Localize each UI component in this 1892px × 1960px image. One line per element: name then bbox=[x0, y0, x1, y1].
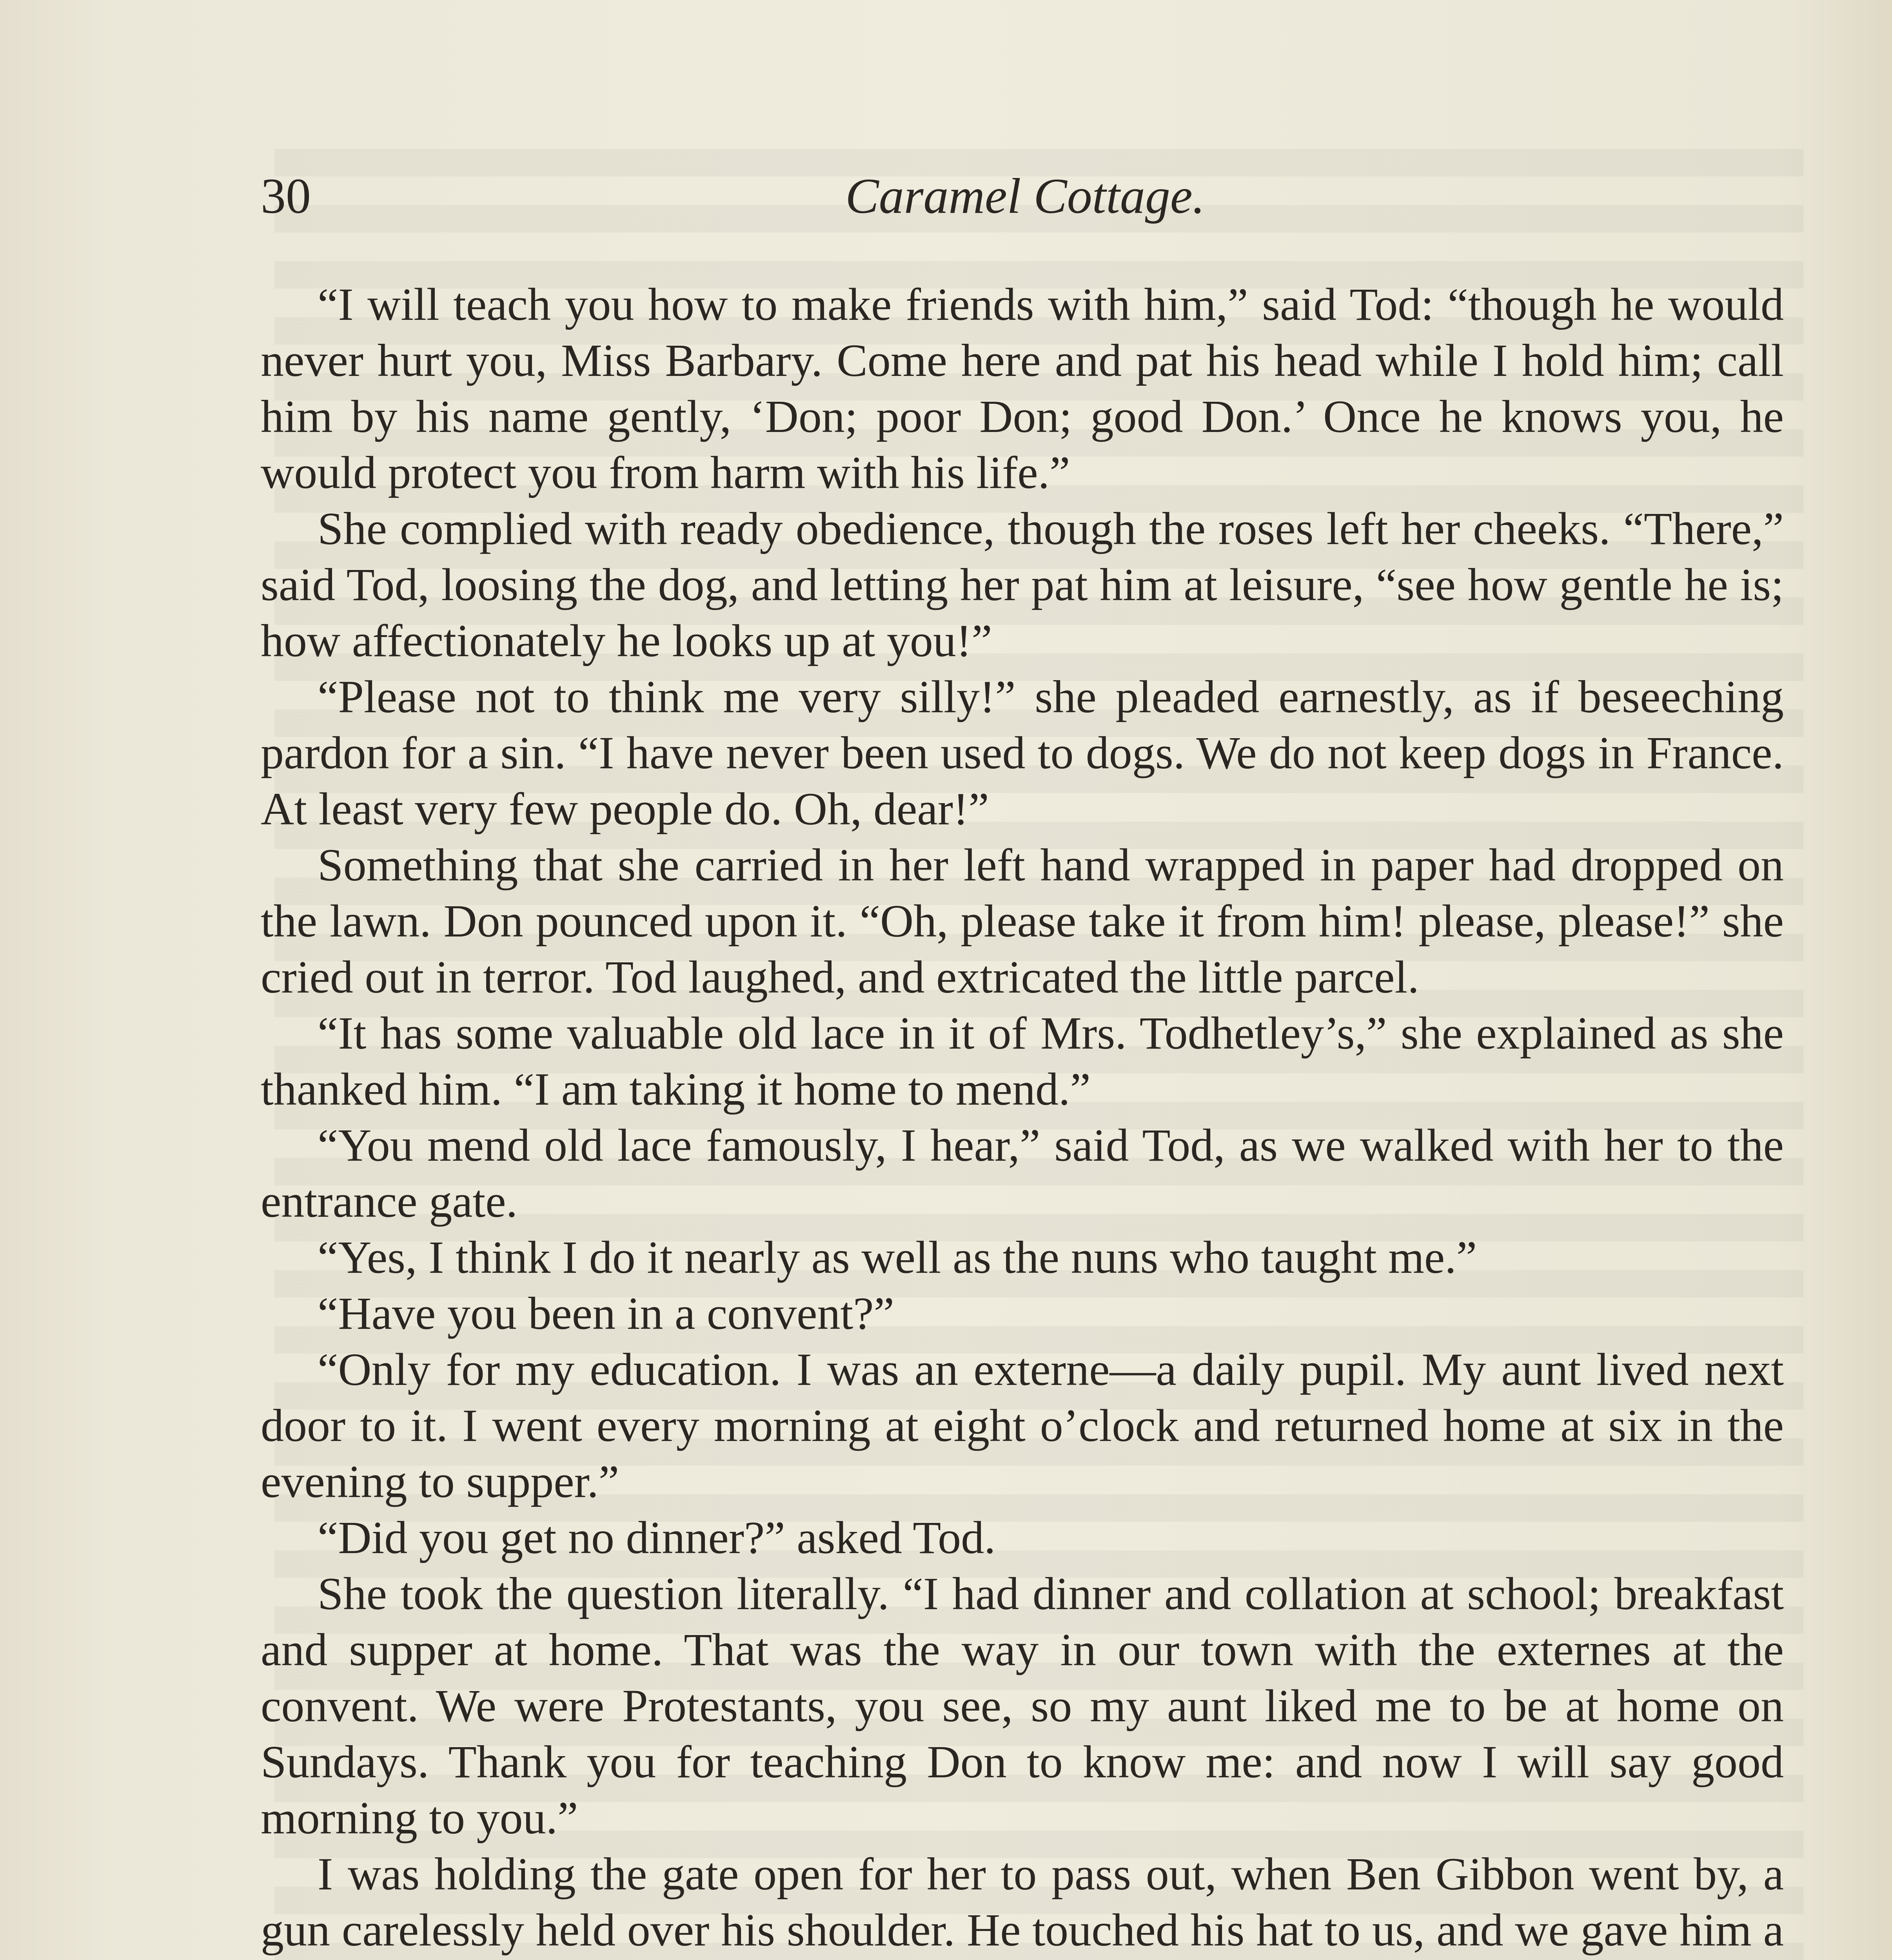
paragraph-2: She complied with ready obedience, though the roses left her cheeks. “There,” said Tod, loosing the dog, and letting her pat him at leisure, “see how gentle he is; how affectionately he looks up at you!” bbox=[261, 503, 1784, 666]
paragraph-9: “Only for my education. I was an externe—a daily pupil. My aunt lived next door to it. I went every morning at eight o’clock and returned home at six in the evening to supper.” bbox=[261, 1344, 1784, 1507]
body-text bbox=[261, 276, 1784, 1960]
paragraph-8: “Have you been in a convent?” bbox=[318, 1288, 895, 1339]
paragraph-12: I was holding the gate open for her to pass out, when Ben Gibbon went by, a gun carelessly held over his shoulder. He touched his hat to us, and we gave him a bbox=[261, 1848, 1784, 1956]
running-title: Caramel Cottage. bbox=[845, 168, 1205, 224]
paragraph-5: “It has some valuable old lace in it of Mrs. Todhetley’s,” she explained as she thanked him. “I am taking it home to mend.” bbox=[261, 1007, 1784, 1115]
paragraph-1: “I will teach you how to make friends with him,” said Tod: “though he would never hurt you, Miss Barbary. Come here and pat his head while I hold him; call him by his name gently, ‘Don; poor Don; good Don.’ Once he knows you, he would protect you from harm with his life.” bbox=[261, 279, 1784, 498]
paragraph-7: “Yes, I think I do it nearly as well as the nuns who taught me.” bbox=[318, 1232, 1477, 1283]
paragraph-4: Something that she carried in her left hand wrapped in paper had dropped on the lawn. Don pounced upon it. “Oh, please take it from him! please, please!” she cried out in terror. Tod laughed, and extricated the little parcel. bbox=[261, 839, 1784, 1003]
paragraph-6: “You mend old lace famously, I hear,” said Tod, as we walked with her to the entrance gate. bbox=[261, 1120, 1784, 1227]
paragraph-10: “Did you get no dinner?” asked Tod. bbox=[318, 1512, 996, 1563]
page-number: 30 bbox=[261, 168, 311, 224]
paragraph-3: “Please not to think me very silly!” she pleaded earnestly, as if beseeching pardon for a sin. “I have never been used to dogs. We do not keep dogs in France. At least very few people do. Oh, dear!” bbox=[261, 671, 1784, 835]
page-header bbox=[261, 165, 1790, 227]
paragraph-11: She took the question literally. “I had dinner and collation at school; breakfast and supper at home. That was the way in our town with the externes at the convent. We were Protestants, you see, so my aunt liked me to be at home on Sundays. Thank you for teaching Don to know me: and now I will say good morning to you.” bbox=[261, 1568, 1784, 1844]
